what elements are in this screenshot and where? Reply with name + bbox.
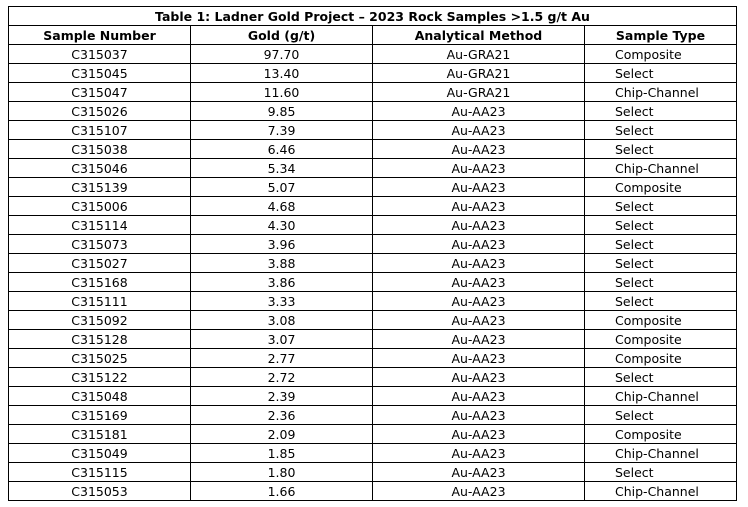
table-row <box>9 273 737 292</box>
gold-cell: 3.08 <box>191 311 373 330</box>
table-row <box>9 235 737 254</box>
sample-number-cell: C315053 <box>9 482 191 501</box>
table-row <box>9 178 737 197</box>
analytical-method-cell: Au-AA23 <box>373 292 585 311</box>
sample-type-cell: Select <box>585 64 737 83</box>
sample-number-cell: C315168 <box>9 273 191 292</box>
sample-number-cell: C315038 <box>9 140 191 159</box>
table-row <box>9 368 737 387</box>
table-row <box>9 64 737 83</box>
sample-type-cell: Select <box>585 121 737 140</box>
table-row <box>9 482 737 501</box>
sample-number-cell: C315048 <box>9 387 191 406</box>
analytical-method-cell: Au-AA23 <box>373 387 585 406</box>
sample-type-cell: Composite <box>585 178 737 197</box>
table-title-row <box>9 7 737 26</box>
sample-number-cell: C315047 <box>9 83 191 102</box>
gold-cell: 13.40 <box>191 64 373 83</box>
table-row <box>9 83 737 102</box>
analytical-method-cell: Au-GRA21 <box>373 45 585 64</box>
analytical-method-cell: Au-AA23 <box>373 216 585 235</box>
table-row <box>9 463 737 482</box>
table-row <box>9 121 737 140</box>
gold-cell: 9.85 <box>191 102 373 121</box>
sample-type-cell: Composite <box>585 349 737 368</box>
gold-cell: 2.39 <box>191 387 373 406</box>
sample-type-cell: Composite <box>585 45 737 64</box>
sample-number-cell: C315139 <box>9 178 191 197</box>
sample-number-cell: C315046 <box>9 159 191 178</box>
rock-samples-table <box>8 6 737 501</box>
sample-type-cell: Composite <box>585 425 737 444</box>
sample-number-cell: C315049 <box>9 444 191 463</box>
sample-number-cell: C315122 <box>9 368 191 387</box>
analytical-method-cell: Au-AA23 <box>373 349 585 368</box>
sample-type-cell: Composite <box>585 311 737 330</box>
gold-cell: 5.34 <box>191 159 373 178</box>
gold-cell: 2.77 <box>191 349 373 368</box>
gold-cell: 3.88 <box>191 254 373 273</box>
sample-number-cell: C315006 <box>9 197 191 216</box>
sample-number-cell: C315107 <box>9 121 191 140</box>
table-row <box>9 311 737 330</box>
analytical-method-cell: Au-AA23 <box>373 254 585 273</box>
analytical-method-cell: Au-AA23 <box>373 235 585 254</box>
header-gold: Gold (g/t) <box>191 26 373 45</box>
gold-cell: 97.70 <box>191 45 373 64</box>
analytical-method-cell: Au-GRA21 <box>373 64 585 83</box>
table-title: Table 1: Ladner Gold Project – 2023 Rock Samples >1.5 g/t Au <box>9 7 737 26</box>
analytical-method-cell: Au-AA23 <box>373 197 585 216</box>
sample-type-cell: Chip-Channel <box>585 387 737 406</box>
gold-cell: 6.46 <box>191 140 373 159</box>
analytical-method-cell: Au-AA23 <box>373 273 585 292</box>
gold-cell: 1.85 <box>191 444 373 463</box>
analytical-method-cell: Au-GRA21 <box>373 83 585 102</box>
analytical-method-cell: Au-AA23 <box>373 368 585 387</box>
sample-type-cell: Chip-Channel <box>585 444 737 463</box>
gold-cell: 3.86 <box>191 273 373 292</box>
header-sample-number: Sample Number <box>9 26 191 45</box>
table-row <box>9 159 737 178</box>
sample-number-cell: C315181 <box>9 425 191 444</box>
analytical-method-cell: Au-AA23 <box>373 482 585 501</box>
sample-number-cell: C315092 <box>9 311 191 330</box>
table-container <box>8 6 737 501</box>
gold-cell: 2.09 <box>191 425 373 444</box>
gold-cell: 5.07 <box>191 178 373 197</box>
sample-number-cell: C315114 <box>9 216 191 235</box>
table-header-row <box>9 26 737 45</box>
table-row <box>9 444 737 463</box>
gold-cell: 3.07 <box>191 330 373 349</box>
gold-cell: 7.39 <box>191 121 373 140</box>
sample-number-cell: C315045 <box>9 64 191 83</box>
analytical-method-cell: Au-AA23 <box>373 311 585 330</box>
sample-type-cell: Select <box>585 254 737 273</box>
sample-number-cell: C315037 <box>9 45 191 64</box>
sample-number-cell: C315111 <box>9 292 191 311</box>
table-row <box>9 425 737 444</box>
sample-number-cell: C315115 <box>9 463 191 482</box>
analytical-method-cell: Au-AA23 <box>373 159 585 178</box>
table-row <box>9 102 737 121</box>
analytical-method-cell: Au-AA23 <box>373 178 585 197</box>
sample-number-cell: C315026 <box>9 102 191 121</box>
sample-number-cell: C315128 <box>9 330 191 349</box>
table-row <box>9 349 737 368</box>
sample-type-cell: Select <box>585 292 737 311</box>
table-row <box>9 387 737 406</box>
sample-type-cell: Select <box>585 216 737 235</box>
sample-type-cell: Select <box>585 406 737 425</box>
sample-number-cell: C315027 <box>9 254 191 273</box>
sample-type-cell: Chip-Channel <box>585 482 737 501</box>
sample-type-cell: Composite <box>585 330 737 349</box>
sample-type-cell: Select <box>585 463 737 482</box>
header-analytical-method: Analytical Method <box>373 26 585 45</box>
sample-type-cell: Select <box>585 197 737 216</box>
sample-number-cell: C315025 <box>9 349 191 368</box>
table-row <box>9 197 737 216</box>
sample-type-cell: Select <box>585 140 737 159</box>
analytical-method-cell: Au-AA23 <box>373 444 585 463</box>
analytical-method-cell: Au-AA23 <box>373 463 585 482</box>
sample-type-cell: Select <box>585 102 737 121</box>
gold-cell: 4.68 <box>191 197 373 216</box>
sample-type-cell: Chip-Channel <box>585 83 737 102</box>
table-row <box>9 330 737 349</box>
header-sample-type: Sample Type <box>585 26 737 45</box>
gold-cell: 2.36 <box>191 406 373 425</box>
gold-cell: 4.30 <box>191 216 373 235</box>
gold-cell: 3.33 <box>191 292 373 311</box>
analytical-method-cell: Au-AA23 <box>373 102 585 121</box>
table-row <box>9 292 737 311</box>
gold-cell: 3.96 <box>191 235 373 254</box>
table-body <box>9 45 737 501</box>
gold-cell: 11.60 <box>191 83 373 102</box>
table-row <box>9 140 737 159</box>
analytical-method-cell: Au-AA23 <box>373 121 585 140</box>
sample-type-cell: Select <box>585 235 737 254</box>
table-row <box>9 254 737 273</box>
sample-type-cell: Select <box>585 368 737 387</box>
analytical-method-cell: Au-AA23 <box>373 406 585 425</box>
table-row <box>9 406 737 425</box>
table-row <box>9 216 737 235</box>
table-row <box>9 45 737 64</box>
sample-type-cell: Chip-Channel <box>585 159 737 178</box>
gold-cell: 1.80 <box>191 463 373 482</box>
analytical-method-cell: Au-AA23 <box>373 330 585 349</box>
sample-number-cell: C315169 <box>9 406 191 425</box>
gold-cell: 1.66 <box>191 482 373 501</box>
gold-cell: 2.72 <box>191 368 373 387</box>
sample-number-cell: C315073 <box>9 235 191 254</box>
sample-type-cell: Select <box>585 273 737 292</box>
analytical-method-cell: Au-AA23 <box>373 425 585 444</box>
analytical-method-cell: Au-AA23 <box>373 140 585 159</box>
